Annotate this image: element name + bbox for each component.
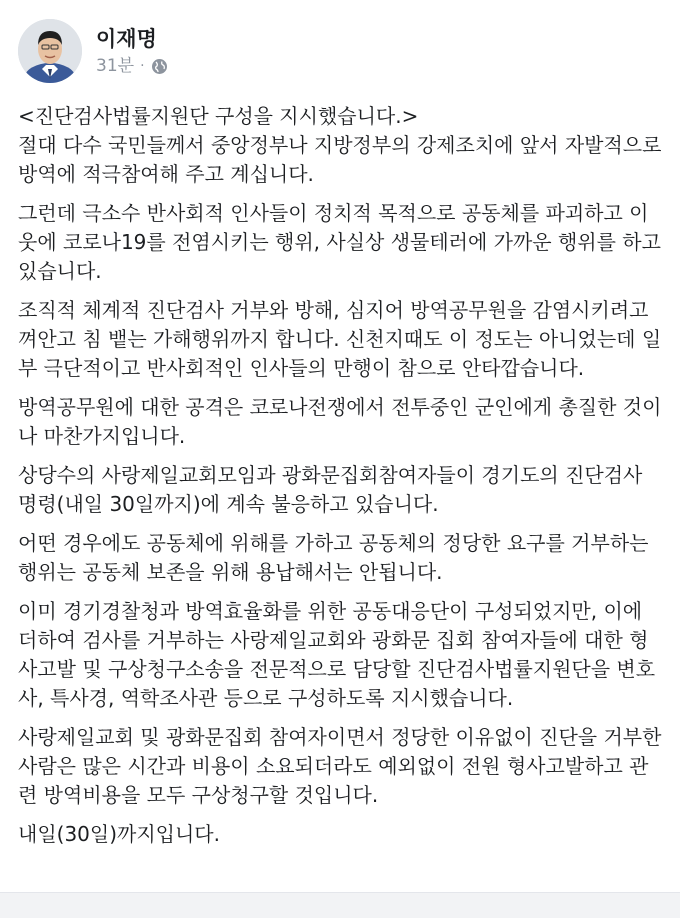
- post-paragraph-3: 조직적 체계적 진단검사 거부와 방해, 심지어 방역공무원을 감염시키려고 껴안고 침 뱉는 가해행위까지 합니다. 신천지때도 이 정도는 아니었는데 일부 극단적이고 반사회적인 인사들의 만행이 참으로 안타깝습니다.: [18, 298, 662, 380]
- avatar[interactable]: [18, 19, 82, 83]
- post-meta: [96, 25, 168, 77]
- post-paragraph-6: 어떤 경우에도 공동체에 위해를 가하고 공동체의 정당한 요구를 거부하는 행위는 공동체 보존을 위해 용납해서는 안됩니다.: [18, 531, 649, 584]
- post-header: [18, 18, 168, 84]
- post-bottom-divider: [0, 892, 680, 918]
- person-icon: [18, 19, 82, 83]
- post-subline: [96, 55, 168, 77]
- post-paragraph-9: 내일(30일)까지입니다.: [18, 822, 220, 846]
- post-body: [18, 102, 666, 859]
- post-paragraph-1: <진단검사법률지원단 구성을 지시했습니다.> 절대 다수 국민들께서 중앙정부나 지방정부의 강제조치에 앞서 자발적으로 방역에 적극참여해 주고 계십니다.: [18, 104, 662, 186]
- post-paragraph-7: 이미 경기경찰청과 방역효율화를 위한 공동대응단이 구성되었지만, 이에 더하여 검사를 거부하는 사랑제일교회와 광화문 집회 참여자들에 대한 형사고발 및 구상청구소송을 전문적으로 담당할 진단검사법률지원단을 변호사, 특사경, 역학조사관 등으로 구성하도록 지시했습니다.: [18, 599, 656, 710]
- post-paragraph-4: 방역공무원에 대한 공격은 코로나전쟁에서 전투중인 군인에게 총질한 것이나 마찬가지입니다.: [18, 395, 662, 448]
- author-name[interactable]: 이재명: [96, 27, 157, 51]
- post-paragraph-8: 사랑제일교회 및 광화문집회 참여자이면서 정당한 이유없이 진단을 거부한 사람은 많은 시간과 비용이 소요되더라도 예외없이 전원 형사고발하고 관련 방역비용을 모두 구상청구할 것입니다.: [18, 725, 662, 807]
- separator-dot: ·: [140, 58, 145, 74]
- post-timestamp[interactable]: 31분: [96, 56, 135, 76]
- post-paragraph-5: 상당수의 사랑제일교회모임과 광화문집회참여자들이 경기도의 진단검사 명령(내일 30일까지)에 계속 불응하고 있습니다.: [18, 463, 643, 516]
- globe-icon[interactable]: [151, 58, 168, 75]
- post-paragraph-2: 그런데 극소수 반사회적 인사들이 정치적 목적으로 공동체를 파괴하고 이웃에 코로나19를 전염시키는 행위, 사실상 생물테러에 가까운 행위를 하고 있습니다.: [18, 201, 661, 283]
